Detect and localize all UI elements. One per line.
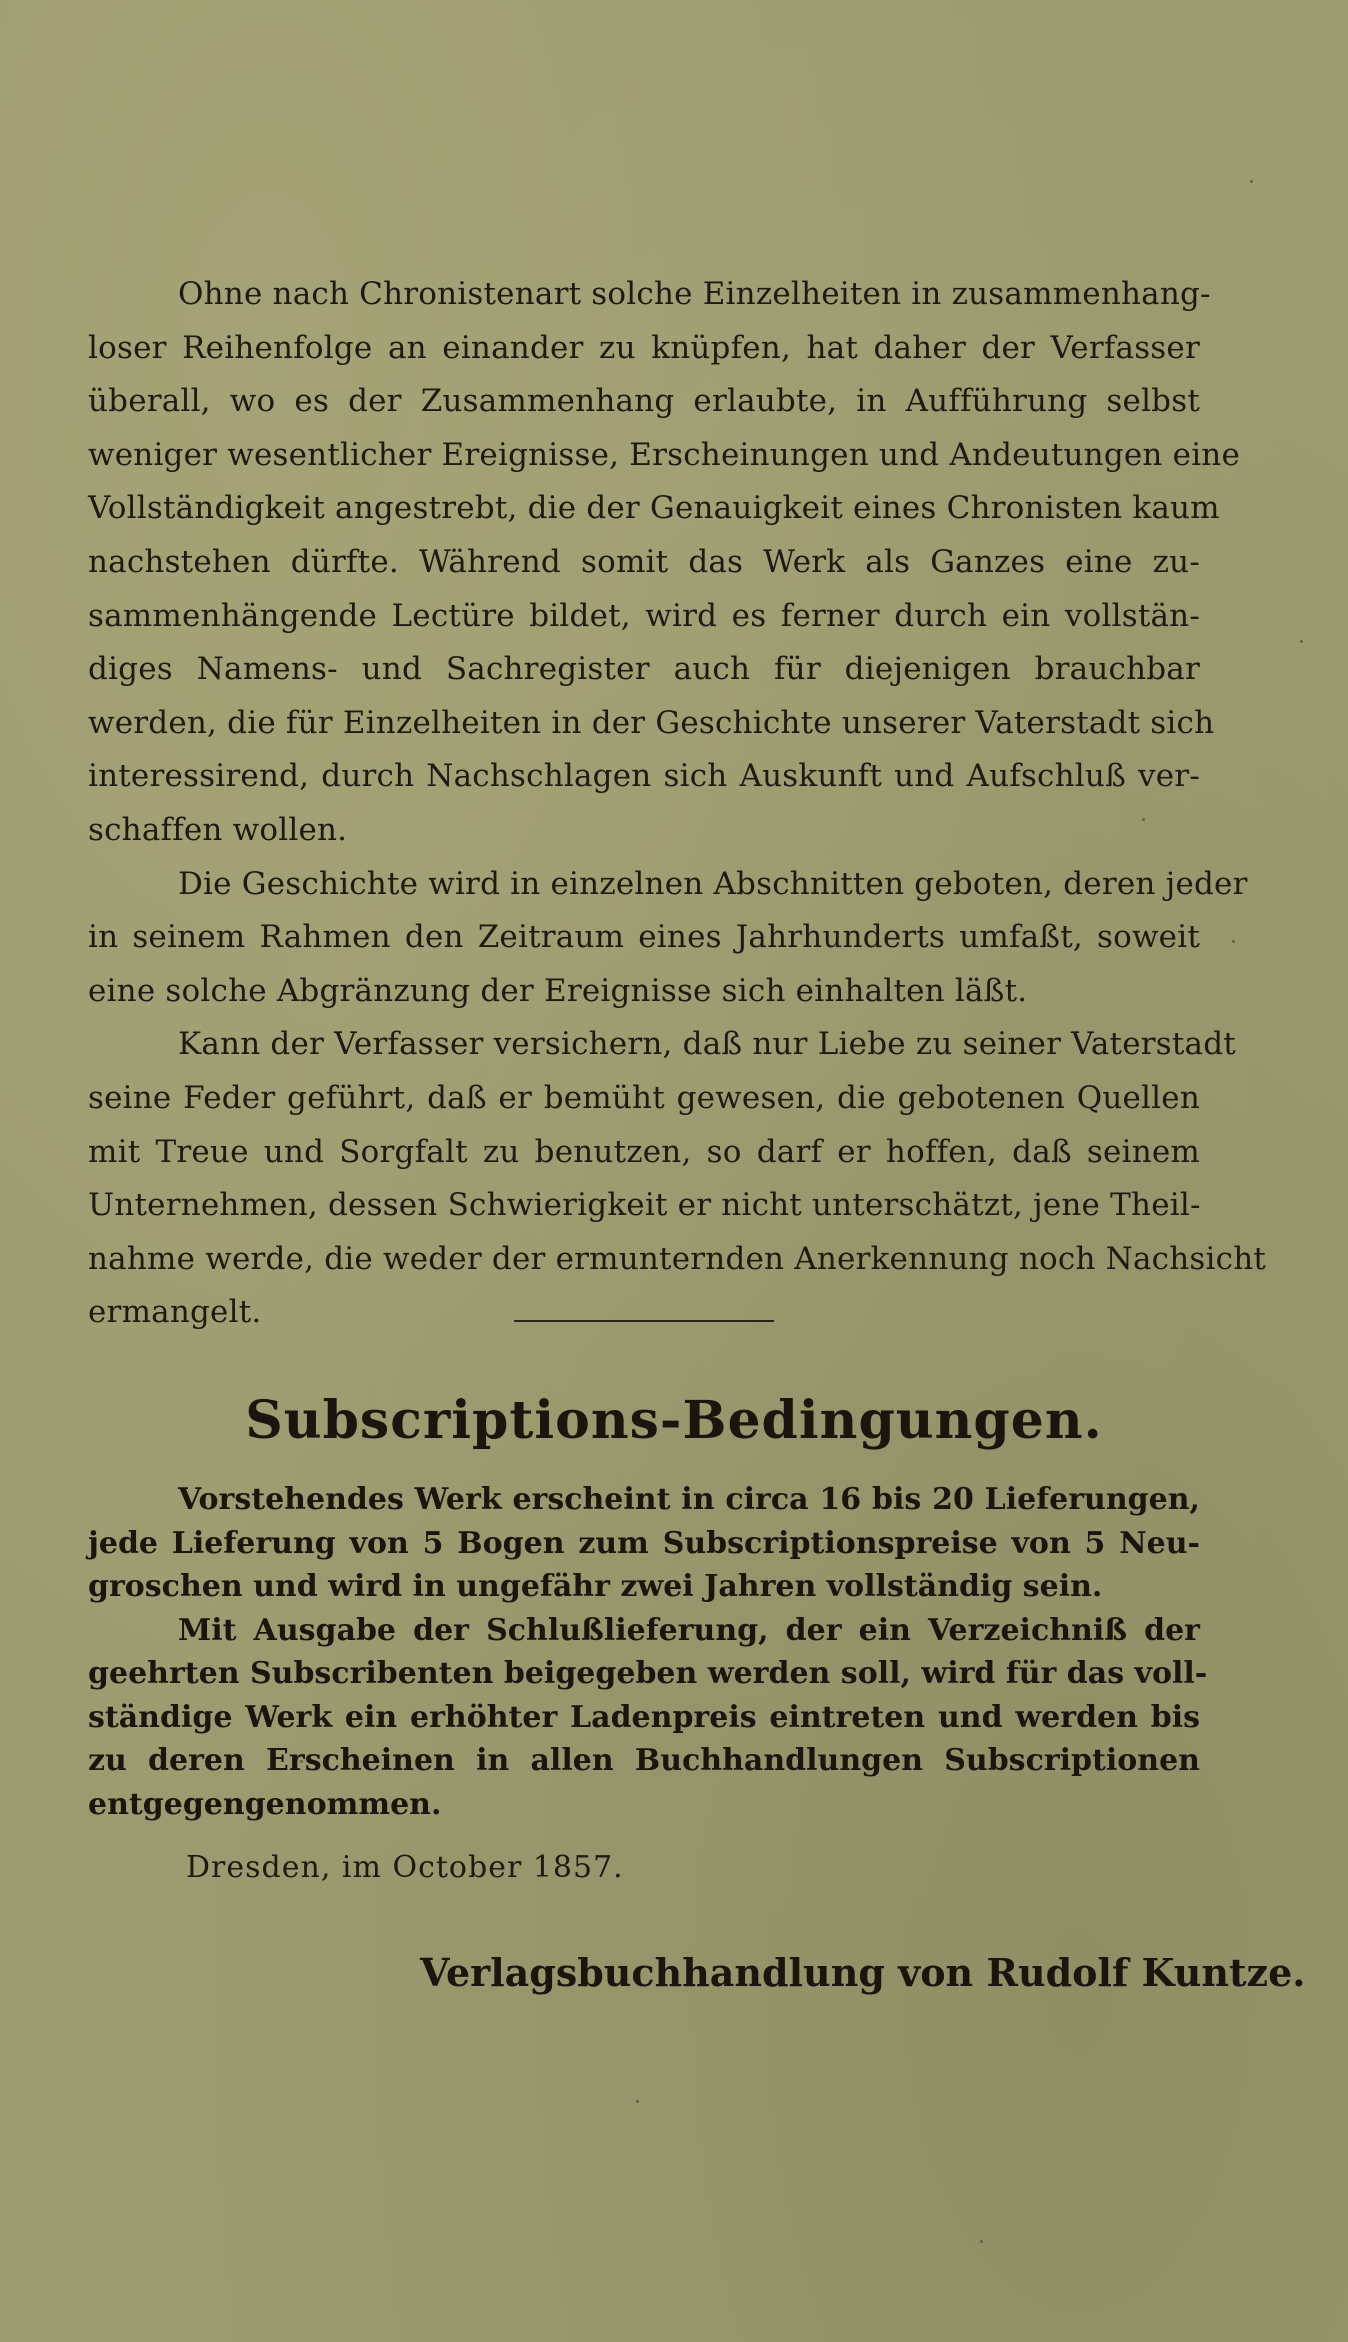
terms-paragraphs — [88, 1478, 1208, 1826]
body-line: Die Geschichte wird in einzelnen Abschnitten geboten, deren jeder — [178, 865, 1248, 902]
body-line: mit Treue und Sorgfalt zu benutzen, so darf er hoffen, daß seinem — [88, 1133, 1200, 1170]
terms-heading: Subscriptions-Bedingungen. — [245, 1390, 1103, 1451]
dateline: Dresden, im October 1857. — [186, 1850, 624, 1885]
body-line: überall, wo es der Zusammenhang erlaubte, in Aufführung selbst — [88, 383, 1200, 420]
terms-line: Mit Ausgabe der Schlußlieferung, der ein Verzeichniß der — [178, 1612, 1200, 1648]
body-line: loser Reihenfolge an einander zu knüpfen, hat daher der Verfasser — [88, 329, 1200, 366]
body-line: schaffen wollen. — [88, 811, 348, 848]
body-line: Vollständigkeit angestrebt, die der Genauigkeit eines Chronisten kaum — [88, 490, 1220, 527]
body-line: Unternehmen, dessen Schwierigkeit er nicht unterschätzt, jene Theil- — [88, 1187, 1201, 1224]
paper-speck — [1300, 640, 1303, 643]
body-line: werden, die für Einzelheiten in der Geschichte unserer Vaterstadt sich — [88, 704, 1215, 741]
body-line: weniger wesentlicher Ereignisse, Erscheinungen und Andeutungen eine — [88, 436, 1241, 473]
terms-line: jede Lieferung von 5 Bogen zum Subscriptionspreise von 5 Neu- — [88, 1525, 1200, 1561]
body-line: sammenhängende Lectüre bildet, wird es ferner durch ein vollstän- — [88, 597, 1200, 634]
terms-line: zu deren Erscheinen in allen Buchhandlungen Subscriptionen — [88, 1743, 1200, 1778]
body-line: interessirend, durch Nachschlagen sich Auskunft und Aufschluß ver- — [88, 758, 1200, 795]
body-line: ermangelt. — [88, 1294, 262, 1331]
body-line: nahme werde, die weder der ermunternden Anerkennung noch Nachsicht — [88, 1240, 1267, 1277]
section-divider — [514, 1320, 774, 1322]
terms-line: entgegengenommen. — [88, 1786, 442, 1822]
body-line: Kann der Verfasser versichern, daß nur Liebe zu seiner Vaterstadt — [178, 1026, 1236, 1063]
paper-speck — [1250, 180, 1253, 183]
terms-line: groschen und wird in ungefähr zwei Jahren vollständig sein. — [88, 1569, 1103, 1604]
body-line: nachstehen dürfte. Während somit das Werk als Ganzes eine zu- — [88, 543, 1200, 580]
paper-speck — [636, 2100, 639, 2103]
publisher-signature: Verlagsbuchhandlung von Rudolf Kuntze. — [420, 1950, 1306, 1995]
body-line: Ohne nach Chronistenart solche Einzelheiten in zusammenhang- — [178, 276, 1211, 312]
body-line: eine solche Abgränzung der Ereignisse sich einhalten läßt. — [88, 972, 1028, 1009]
body-paragraphs — [88, 268, 1267, 1340]
body-line: diges Namens- und Sachregister auch für diejenigen brauchbar — [88, 651, 1200, 688]
terms-line: ständige Werk ein erhöhter Ladenpreis eintreten und werden bis — [88, 1699, 1200, 1735]
terms-line: Vorstehendes Werk erscheint in circa 16 bis 20 Lieferungen, — [178, 1482, 1200, 1517]
body-line: in seinem Rahmen den Zeitraum eines Jahrhunderts umfaßt, soweit — [88, 919, 1200, 956]
terms-line: geehrten Subscribenten beigegeben werden soll, wird für das voll- — [88, 1656, 1208, 1691]
paper-speck — [980, 2240, 983, 2243]
body-line: seine Feder geführt, daß er bemüht gewesen, die gebotenen Quellen — [88, 1079, 1200, 1116]
paper-speck — [1232, 940, 1235, 943]
